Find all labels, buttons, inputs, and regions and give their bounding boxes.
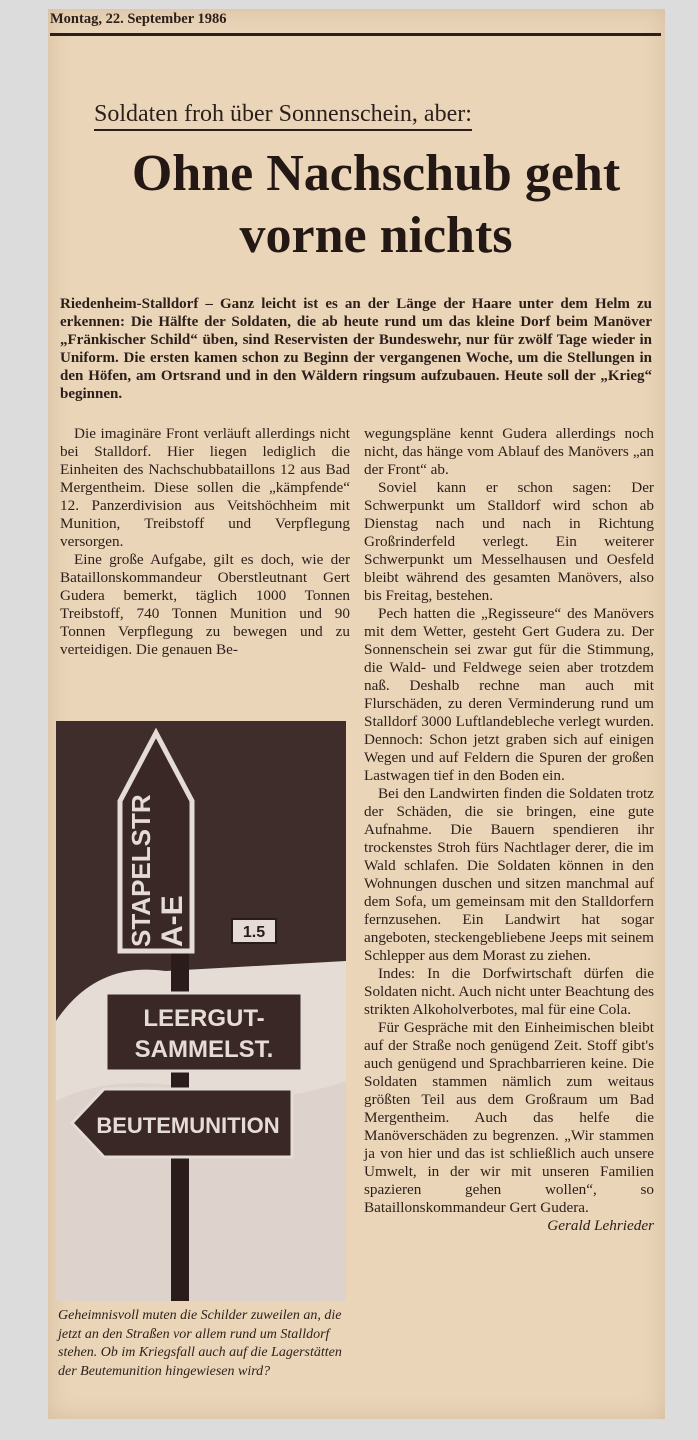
author-byline: Gerald Lehrieder: [547, 1217, 654, 1234]
sign-top-text: STAPELSTR: [126, 794, 156, 947]
sign-top-letters: A-E: [156, 895, 189, 947]
paragraph: Eine große Aufgabe, gilt es doch, wie der Bataillonskommandeur Oberstleutnant Gert Gudera bemerkt, täglich 1000 Tonnen Treibstoff, 740 Tonnen Munition und 90 Tonnen Verpflegung zu bewegen und zu verteidigen. Die genauen Be-: [60, 551, 350, 658]
road-signs-image: [56, 721, 346, 1301]
lead-paragraph: Riedenheim-Stalldorf – Ganz leicht ist es an der Länge der Haare unter dem Helm zu erkennen: Die Hälfte der Soldaten, die ab heute rund um das kleine Dorf beim Manöver „Fränkischer Schild“ üben, sind Reservisten der Bundeswehr, nur für zwölf Tage wieder in Uniform. Die ersten kamen schon zu Beginn der vergangenen Woche, um die Stellungen in den Höfen, am Ortsrand und in den Wäldern ringsum aufzubauen. Heute soll der „Krieg“ beginnen.: [60, 296, 652, 402]
paragraph: Soviel kann er schon sagen: Der Schwerpunkt um Stalldorf wird schon ab Dienstag nach und nach in Richtung Großrinderfeld verlegt. Ein weiterer Schwerpunkt um Messelhausen und Oesfeld bleibt während des gesamten Manövers, also bis Freitag, bestehen.: [364, 479, 654, 604]
sign-bottom-text: BEUTEMUNITION: [96, 1113, 280, 1138]
article-column-right: [364, 425, 654, 1235]
dateline: Montag, 22. September 1986: [50, 11, 227, 27]
photo-caption: Geheimnisvoll muten die Schilder zuweilen an, die jetzt an den Straßen vor allem rund um Stalldorf stehen. Ob im Kriegsfall auch auf die Lagerstätten der Beutemunition hingewiesen wird?: [58, 1308, 342, 1379]
paragraph: Für Gespräche mit den Einheimischen bleibt auf der Straße noch genügend Zeit. Stoff gibt's auch genügend und Sprachbarrieren keine. Die Soldaten stammen nämlich zum weitaus größten Teil aus dem Großraum um Bad Mergentheim. Auch das helfe die Manöverschäden zu begrenzen. „Wir stammen ja von hier und das ist schließlich auch unsere Umwelt, in der wir mit unseren Familien spazieren gehen wollen“, so Bataillonskommandeur Gert Gudera.: [364, 1019, 654, 1216]
paragraph: Pech hatten die „Regisseure“ des Manövers mit dem Wetter, gesteht Gert Gudera zu. Der Sonnenschein sei zwar gut für die Stimmung, die Wald- und Feldwege seien aber trotzdem naß. Deshalb rechne man auch mit Flurschäden, zu deren Verminderung rund um Stalldorf 3000 Luftlandebleche verlegt wurden. Dennoch: Schon jetzt graben sich auf einigen Wegen und auf Feldern die Spuren der großen Lastwagen tief in den Boden ein.: [364, 605, 654, 784]
article-column-left: [60, 425, 350, 659]
paragraph: Die imaginäre Front verläuft allerdings nicht bei Stalldorf. Hier liegen lediglich die Einheiten des Nachschubbataillons 12 aus Bad Mergentheim. Diese sollen die „kämpfende“ 12. Panzerdivision aus Veitshöchheim mit Munition, Treibstoff und Verpflegung versorgen.: [60, 425, 350, 550]
paragraph: Bei den Landwirten finden die Soldaten trotz der Schäden, die sie bringen, eine gute Aufnahme. Die Bauern spendieren ihr trockenstes Stroh fürs Nachtlager derer, die im Wald schlafen. Die Soldaten können in den Wohnungen duschen und sitzen manchmal auf dem Sofa, um gemeinsam mit den Stalldorfern fernzusehen. Ein Landwirt hat sogar angeboten, steckengebliebene Jeeps mit seinem Schlepper aus dem Morast zu ziehen.: [364, 785, 654, 964]
newspaper-clipping: [48, 9, 665, 1419]
photo-road-signs: [56, 721, 346, 1301]
sign-leergut: [106, 993, 302, 1071]
headline: Ohne Nachschub geht vorne nichts: [131, 145, 621, 264]
sign-distance-text: 1.5: [242, 924, 266, 941]
header-rule: [50, 33, 661, 36]
paragraph: wegungspläne kennt Gudera allerdings noch nicht, das hänge vom Ablauf des Manövers „an der Front“ ab.: [364, 425, 654, 478]
kicker: Soldaten froh über Sonnenschein, aber:: [94, 101, 472, 131]
sign-middle-line2: SAMMELST.: [134, 1036, 274, 1063]
paragraph: Indes: In die Dorfwirtschaft dürfen die Soldaten nicht. Auch nicht unter Beachtung des strikten Alkoholverbotes, mal für eine Cola.: [364, 965, 654, 1018]
sign-distance: [232, 919, 276, 943]
sign-beutemunition: [72, 1089, 292, 1157]
sign-middle-line1: LEERGUT-: [143, 1005, 265, 1032]
